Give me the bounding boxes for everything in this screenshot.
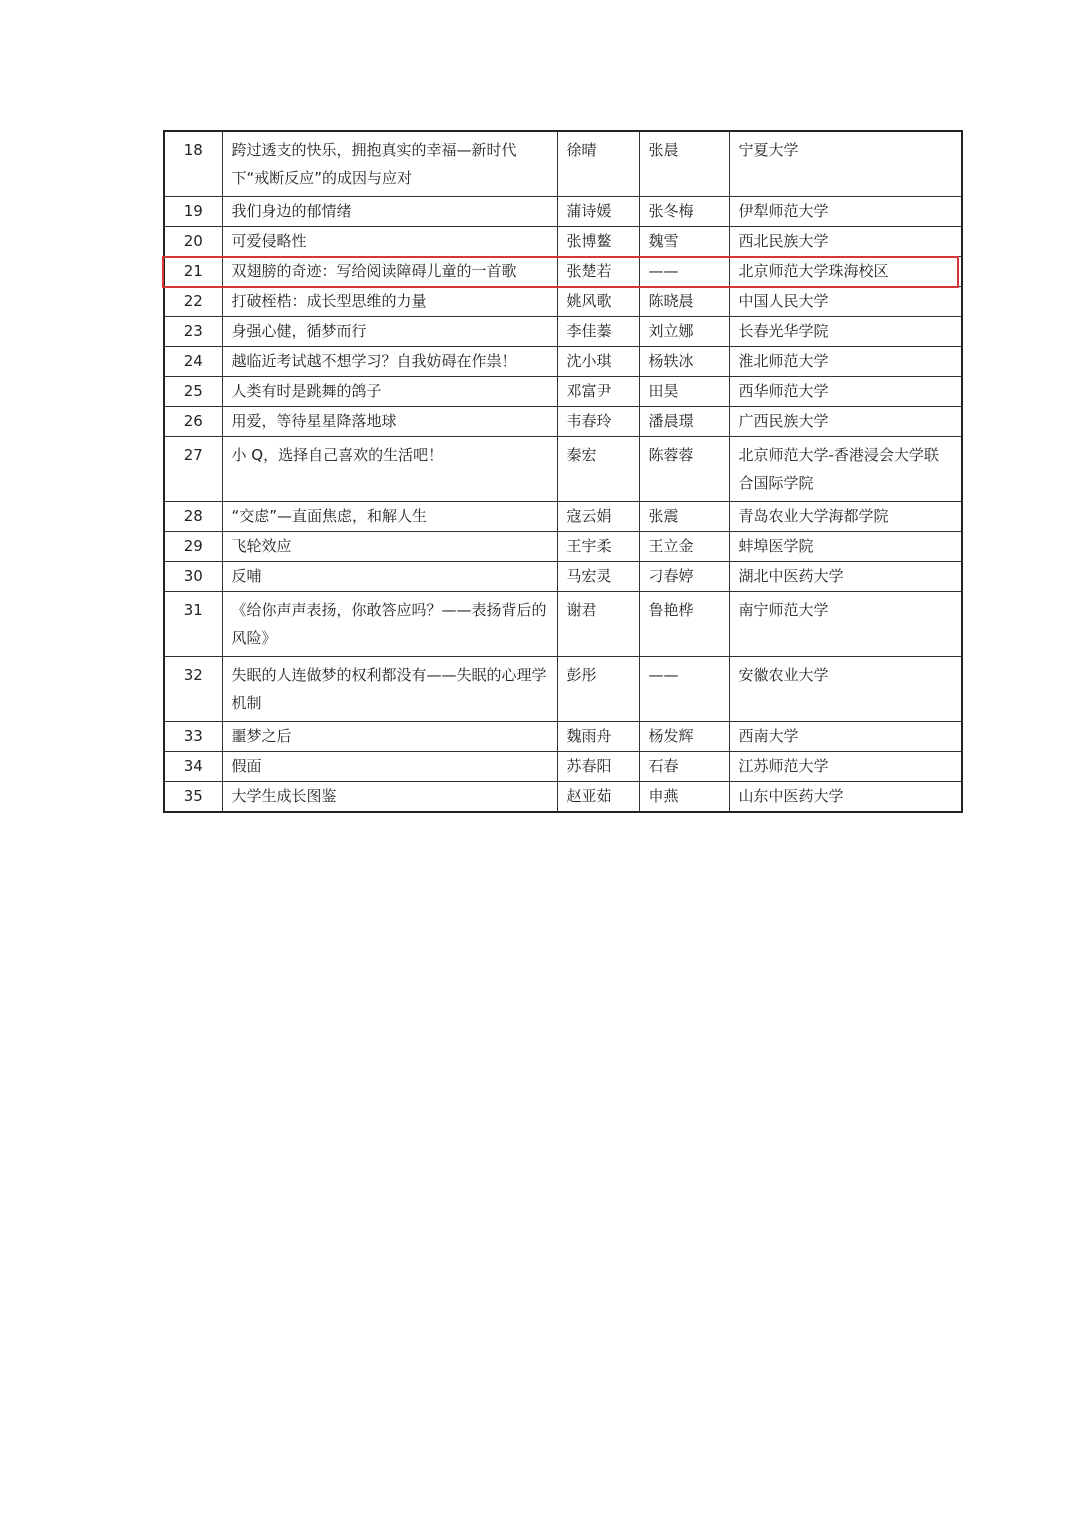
cell-title: 反哺 — [222, 562, 557, 592]
table-row — [164, 657, 962, 722]
cell-number: 23 — [164, 317, 222, 347]
table-row — [164, 502, 962, 532]
table-row — [164, 347, 962, 377]
table-row — [164, 257, 962, 287]
cell-author: 王宇柔 — [557, 532, 639, 562]
cell-school: 中国人民大学 — [729, 287, 962, 317]
table-row — [164, 377, 962, 407]
cell-school: 安徽农业大学 — [729, 657, 962, 722]
table-body — [164, 131, 962, 812]
cell-title: 飞轮效应 — [222, 532, 557, 562]
cell-number: 31 — [164, 592, 222, 657]
cell-title: 人类有时是跳舞的鸽子 — [222, 377, 557, 407]
cell-title: 越临近考试越不想学习？自我妨碍在作祟！ — [222, 347, 557, 377]
cell-number: 28 — [164, 502, 222, 532]
table-row — [164, 227, 962, 257]
cell-author: 寇云娟 — [557, 502, 639, 532]
cell-school: 淮北师范大学 — [729, 347, 962, 377]
table-row — [164, 722, 962, 752]
cell-author: 韦春玲 — [557, 407, 639, 437]
cell-advisor: 张震 — [639, 502, 729, 532]
cell-number: 32 — [164, 657, 222, 722]
table-row — [164, 197, 962, 227]
cell-advisor: 鲁艳桦 — [639, 592, 729, 657]
cell-advisor: 陈晓晨 — [639, 287, 729, 317]
cell-number: 18 — [164, 131, 222, 197]
cell-advisor: 张晨 — [639, 131, 729, 197]
table-row — [164, 752, 962, 782]
cell-title: 双翅膀的奇迹：写给阅读障碍儿童的一首歌 — [222, 257, 557, 287]
cell-school: 蚌埠医学院 — [729, 532, 962, 562]
cell-title: 可爱侵略性 — [222, 227, 557, 257]
cell-advisor: 潘晨璟 — [639, 407, 729, 437]
cell-advisor: 刁春婷 — [639, 562, 729, 592]
cell-title: 我们身边的郁情绪 — [222, 197, 557, 227]
cell-advisor: 田昊 — [639, 377, 729, 407]
table-row — [164, 131, 962, 197]
cell-author: 张博鳌 — [557, 227, 639, 257]
cell-advisor: 陈蓉蓉 — [639, 437, 729, 502]
cell-advisor: 石春 — [639, 752, 729, 782]
cell-title: 用爱，等待星星降落地球 — [222, 407, 557, 437]
cell-number: 33 — [164, 722, 222, 752]
cell-school: 西华师范大学 — [729, 377, 962, 407]
cell-author: 张楚若 — [557, 257, 639, 287]
cell-number: 24 — [164, 347, 222, 377]
cell-author: 彭彤 — [557, 657, 639, 722]
cell-number: 26 — [164, 407, 222, 437]
cell-title: 身强心健，循梦而行 — [222, 317, 557, 347]
table-row — [164, 782, 962, 813]
cell-school: 北京师范大学-香港浸会大学联合国际学院 — [729, 437, 962, 502]
cell-author: 魏雨舟 — [557, 722, 639, 752]
cell-title: 大学生成长图鉴 — [222, 782, 557, 813]
cell-school: 山东中医药大学 — [729, 782, 962, 813]
cell-advisor: 张冬梅 — [639, 197, 729, 227]
cell-author: 马宏灵 — [557, 562, 639, 592]
cell-number: 20 — [164, 227, 222, 257]
cell-advisor: —— — [639, 657, 729, 722]
cell-advisor: 杨发辉 — [639, 722, 729, 752]
cell-number: 25 — [164, 377, 222, 407]
cell-title: 跨过透支的快乐，拥抱真实的幸福—新时代下“戒断反应”的成因与应对 — [222, 131, 557, 197]
table-row — [164, 407, 962, 437]
table-row — [164, 287, 962, 317]
cell-author: 蒲诗媛 — [557, 197, 639, 227]
cell-number: 35 — [164, 782, 222, 813]
table-row — [164, 437, 962, 502]
table-row — [164, 317, 962, 347]
cell-number: 27 — [164, 437, 222, 502]
cell-title: 打破桎梏：成长型思维的力量 — [222, 287, 557, 317]
cell-number: 34 — [164, 752, 222, 782]
cell-school: 北京师范大学珠海校区 — [729, 257, 962, 287]
cell-title: 假面 — [222, 752, 557, 782]
cell-advisor: 王立金 — [639, 532, 729, 562]
cell-title: 噩梦之后 — [222, 722, 557, 752]
cell-school: 广西民族大学 — [729, 407, 962, 437]
cell-author: 沈小琪 — [557, 347, 639, 377]
cell-school: 宁夏大学 — [729, 131, 962, 197]
cell-author: 苏春阳 — [557, 752, 639, 782]
cell-title: “交虑”—直面焦虑，和解人生 — [222, 502, 557, 532]
cell-author: 徐晴 — [557, 131, 639, 197]
cell-school: 西南大学 — [729, 722, 962, 752]
cell-school: 青岛农业大学海都学院 — [729, 502, 962, 532]
cell-school: 湖北中医药大学 — [729, 562, 962, 592]
cell-school: 江苏师范大学 — [729, 752, 962, 782]
cell-advisor: 杨轶冰 — [639, 347, 729, 377]
cell-title: 失眠的人连做梦的权利都没有——失眠的心理学机制 — [222, 657, 557, 722]
cell-number: 30 — [164, 562, 222, 592]
cell-author: 邓富尹 — [557, 377, 639, 407]
table-row — [164, 562, 962, 592]
cell-author: 谢君 — [557, 592, 639, 657]
cell-number: 29 — [164, 532, 222, 562]
cell-school: 南宁师范大学 — [729, 592, 962, 657]
cell-school: 伊犁师范大学 — [729, 197, 962, 227]
cell-number: 22 — [164, 287, 222, 317]
cell-author: 李佳蓁 — [557, 317, 639, 347]
table-row — [164, 592, 962, 657]
cell-school: 长春光华学院 — [729, 317, 962, 347]
award-list-table — [163, 130, 963, 813]
cell-title: 小 Q，选择自己喜欢的生活吧！ — [222, 437, 557, 502]
table-row — [164, 532, 962, 562]
cell-advisor: —— — [639, 257, 729, 287]
cell-author: 秦宏 — [557, 437, 639, 502]
cell-author: 赵亚茹 — [557, 782, 639, 813]
cell-author: 姚风歌 — [557, 287, 639, 317]
cell-number: 21 — [164, 257, 222, 287]
cell-advisor: 申燕 — [639, 782, 729, 813]
cell-advisor: 魏雪 — [639, 227, 729, 257]
cell-title: 《给你声声表扬，你敢答应吗？——表扬背后的风险》 — [222, 592, 557, 657]
cell-number: 19 — [164, 197, 222, 227]
cell-school: 西北民族大学 — [729, 227, 962, 257]
cell-advisor: 刘立娜 — [639, 317, 729, 347]
